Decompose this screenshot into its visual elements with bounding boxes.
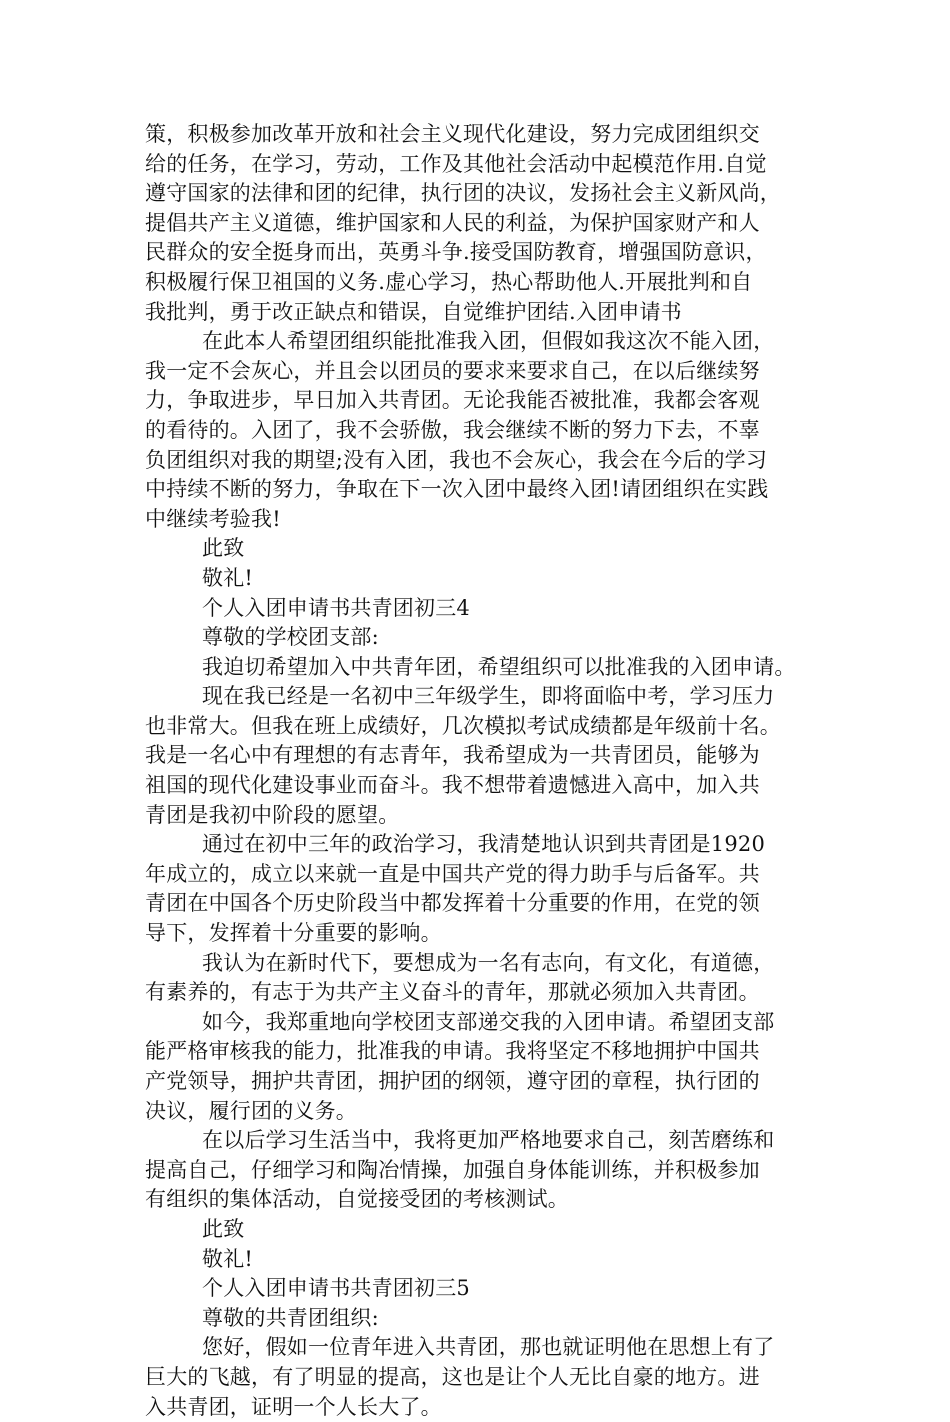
document-line: 敬礼!	[202, 565, 254, 590]
document-line: 个人入团申请书共青团初三5	[202, 1276, 470, 1301]
document-body	[145, 120, 810, 1422]
document-line: 我认为在新时代下，要想成为一名有志向，有文化，有道德，	[202, 950, 775, 975]
document-line: 产党领导，拥护共青团，拥护团的纲领，遵守团的章程，执行团的	[145, 1069, 760, 1093]
document-line: 我是一名心中有理想的有志青年，我希望成为一共青团员，能够为	[145, 743, 760, 768]
document-line: 给的任务，在学习，劳动，工作及其他社会活动中起模范作用.自觉	[145, 151, 767, 176]
document-line: 如今，我郑重地向学校团支部递交我的入团申请。希望团支部	[202, 1009, 775, 1034]
document-line: 个人入团申请书共青团初三4	[202, 595, 470, 620]
document-line: 也非常大。但我在班上成绩好，几次模拟考试成绩都是年级前十名。	[145, 713, 781, 738]
document-line: 的看待的。入团了，我不会骄傲，我会继续不断的努力下去，不辜	[145, 417, 760, 442]
document-line: 有素养的，有志于为共产主义奋斗的青年，那就必须加入共青团。	[145, 980, 760, 1005]
document-line: 负团组织对我的期望;没有入团，我也不会灰心，我会在今后的学习	[145, 447, 768, 472]
document-line: 祖国的现代化建设事业而奋斗。我不想带着遗憾进入高中，加入共	[145, 773, 760, 798]
document-line: 能严格审核我的能力，批准我的申请。我将坚定不移地拥护中国共	[145, 1039, 760, 1064]
document-line: 提高自己，仔细学习和陶冶情操，加强自身体能训练，并积极参加	[145, 1157, 760, 1182]
document-line: 此致	[202, 536, 245, 561]
document-line: 通过在初中三年的政治学习，我清楚地认识到共青团是1920	[202, 832, 766, 857]
document-line: 决议，履行团的义务。	[145, 1098, 357, 1123]
document-line: 敬礼!	[202, 1246, 254, 1271]
document-line: 您好，假如一位青年进入共青团，那也就证明他在思想上有了	[202, 1335, 775, 1360]
document-line: 我批判，勇于改正缺点和错误，自觉维护团结.入团申请书	[145, 299, 682, 324]
document-line: 民群众的安全挺身而出，英勇斗争.接受国防教育，增强国防意识，	[145, 240, 767, 265]
document-line: 中继续考验我!	[145, 506, 281, 531]
document-line: 尊敬的学校团支部:	[202, 625, 379, 650]
document-line: 中持续不断的努力，争取在下一次入团中最终入团!请团组织在实践	[145, 477, 769, 502]
document-line: 遵守国家的法律和团的纪律，执行团的决议，发扬社会主义新风尚，	[145, 181, 781, 206]
document-line: 青团在中国各个历史阶段当中都发挥着十分重要的作用，在党的领	[145, 891, 760, 916]
document-line: 此致	[202, 1216, 245, 1241]
document-line: 在以后学习生活当中，我将更加严格地要求自己，刻苦磨练和	[202, 1128, 775, 1153]
document-line: 我一定不会灰心，并且会以团员的要求来要求自己，在以后继续努	[145, 358, 760, 383]
document-line: 提倡共产主义道德，维护国家和人民的利益，为保护国家财产和人	[145, 210, 760, 235]
document-line: 现在我已经是一名初中三年级学生，即将面临中考，学习压力	[202, 684, 775, 709]
document-line: 力，争取进步，早日加入共青团。无论我能否被批准，我都会客观	[145, 388, 760, 413]
document-line: 在此本人希望团组织能批准我入团，但假如我这次不能入团，	[202, 329, 775, 354]
document-line: 积极履行保卫祖国的义务.虚心学习，热心帮助他人.开展批判和自	[145, 269, 753, 294]
document-line: 尊敬的共青团组织:	[202, 1305, 379, 1330]
document-line: 有组织的集体活动，自觉接受团的考核测试。	[145, 1187, 569, 1212]
document-line: 我迫切希望加入中共青年团，希望组织可以批准我的入团申请。	[202, 654, 796, 679]
document-line: 年成立的，成立以来就一直是中国共产党的得力助手与后备军。共	[145, 861, 760, 886]
document-line: 青团是我初中阶段的愿望。	[145, 802, 400, 827]
document-line: 入共青团，证明一个人长大了。	[145, 1394, 442, 1419]
document-line: 策，积极参加改革开放和社会主义现代化建设，努力完成团组织交	[145, 122, 760, 146]
document-line: 巨大的飞越，有了明显的提高，这也是让个人无比自豪的地方。进	[145, 1364, 760, 1389]
document-line: 导下，发挥着十分重要的影响。	[145, 921, 442, 946]
